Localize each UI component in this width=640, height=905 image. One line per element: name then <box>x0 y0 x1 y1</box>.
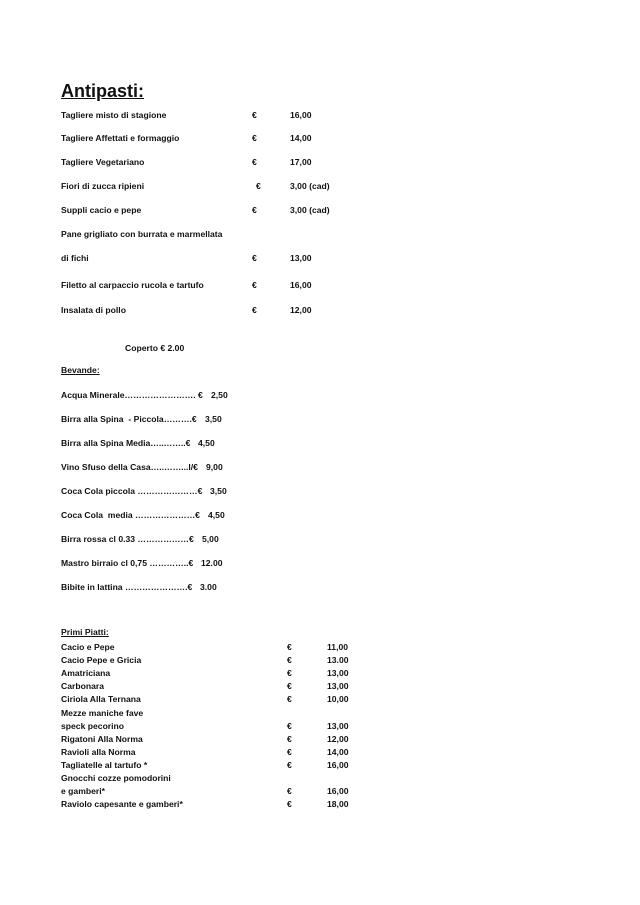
drink-price: 3.00 <box>200 582 217 592</box>
drink-price: 2,50 <box>211 390 228 400</box>
currency-symbol: € <box>252 305 257 315</box>
currency-symbol: € <box>252 205 257 215</box>
menu-item-name: Suppli cacio e pepe <box>61 205 142 215</box>
menu-item-name: Filetto al carpaccio rucola e tartufo <box>61 280 204 290</box>
menu-item-name: di fichi <box>61 253 89 263</box>
menu-item-name: Mezze maniche fave <box>61 707 144 718</box>
menu-item-name: Insalata di pollo <box>61 305 126 315</box>
drink-label: Birra alla Spina - Piccola……….€ <box>61 414 197 424</box>
menu-item-price: 16,00 <box>327 759 349 770</box>
currency-symbol: € <box>287 733 292 744</box>
drink-price: 3,50 <box>210 486 227 496</box>
menu-item-price: 17,00 <box>290 157 312 167</box>
currency-symbol: € <box>287 668 292 679</box>
menu-item-name: Tagliere Vegetariano <box>61 157 145 167</box>
menu-item-price: 12,00 <box>290 305 312 315</box>
currency-symbol: € <box>252 280 257 290</box>
menu-item-price: 13,00 <box>327 720 349 731</box>
menu-item-price: 13,00 <box>290 253 312 263</box>
currency-symbol: € <box>287 642 292 652</box>
currency-symbol: € <box>287 786 292 797</box>
menu-item-name: Amatriciana <box>61 668 111 679</box>
drink-price: 4,50 <box>208 510 225 520</box>
menu-item-name: Tagliere Affettati e formaggio <box>61 133 180 143</box>
menu-item-price: 16,00 <box>327 786 349 797</box>
menu-item-price: 16,00 <box>290 110 312 120</box>
drink-label: Coca Cola media …………………€ <box>61 510 200 520</box>
bevande-title: Bevande: <box>61 365 100 375</box>
antipasti-title: Antipasti: <box>61 81 144 101</box>
menu-item-price: 13,00 <box>327 668 349 679</box>
menu-item-price: 10,00 <box>327 694 349 705</box>
menu-item-name: Cacio Pepe e Gricia <box>61 655 142 666</box>
menu-item-price: 3,00 (cad) <box>290 205 330 215</box>
drink-price: 5,00 <box>202 534 219 544</box>
currency-symbol: € <box>287 655 292 666</box>
currency-symbol: € <box>287 759 292 770</box>
drink-label: Birra alla Spina Media…..……..€ <box>61 438 191 448</box>
primi-title: Primi Piatti: <box>61 627 109 637</box>
drink-label: Vino Sfuso della Casa…..……...l/€ <box>61 462 198 472</box>
menu-item-price: 18,00 <box>327 799 349 810</box>
drink-price: 3,50 <box>205 414 222 424</box>
menu-item-price: 11,00 <box>327 642 349 652</box>
drink-price: 12.00 <box>201 558 223 568</box>
currency-symbol: € <box>287 746 292 757</box>
drink-price: 9,00 <box>206 462 223 472</box>
menu-item-price: 13.00 <box>327 655 349 666</box>
menu-item-name: Fiori di zucca ripieni <box>61 181 145 191</box>
menu-item-price: 12,00 <box>327 733 349 744</box>
drink-label: Acqua Minerale……………………. € <box>61 390 203 400</box>
menu-item-name: speck pecorino <box>61 720 125 731</box>
menu-item-name: Carbonara <box>61 681 104 692</box>
currency-symbol: € <box>252 157 257 167</box>
coperto-note: Coperto € 2.00 <box>125 343 185 353</box>
menu-item-name: Ravioli alla Norma <box>61 746 136 757</box>
menu-item-price: 14,00 <box>327 746 349 757</box>
menu-item-name: Ciriola Alla Ternana <box>61 694 141 705</box>
currency-symbol: € <box>252 110 257 120</box>
currency-symbol: € <box>287 681 292 692</box>
menu-item-price: 14,00 <box>290 133 312 143</box>
drink-label: Birra rossa cl 0.33 ………………€ <box>61 534 194 544</box>
drink-label: Coca Cola piccola …………………€ <box>61 486 203 496</box>
currency-symbol: € <box>287 720 292 731</box>
menu-item-price: 16,00 <box>290 280 312 290</box>
currency-symbol: € <box>256 181 261 191</box>
currency-symbol: € <box>287 799 292 810</box>
menu-item-price: 13,00 <box>327 681 349 692</box>
currency-symbol: € <box>287 694 292 705</box>
menu-item-name: e gamberi* <box>61 786 105 797</box>
menu-item-name: Gnocchi cozze pomodorini <box>61 773 171 783</box>
menu-item-name: Rigatoni Alla Norma <box>61 733 143 744</box>
menu-item-name: Raviolo capesante e gamberi* <box>61 799 183 810</box>
drink-price: 4,50 <box>198 438 215 448</box>
menu-item-name: Tagliatelle al tartufo * <box>61 759 148 770</box>
currency-symbol: € <box>252 253 257 263</box>
menu-item-name: Pane grigliato con burrata e marmellata <box>61 229 223 239</box>
menu-item-price: 3,00 (cad) <box>290 181 330 191</box>
menu-item-name: Cacio e Pepe <box>61 642 115 652</box>
drink-label: Bibite in lattina ………………….€ <box>61 582 193 592</box>
menu-item-name: Tagliere misto di stagione <box>61 110 167 120</box>
currency-symbol: € <box>252 133 257 143</box>
drink-label: Mastro birraio cl 0,75 …………..€ <box>61 558 194 568</box>
